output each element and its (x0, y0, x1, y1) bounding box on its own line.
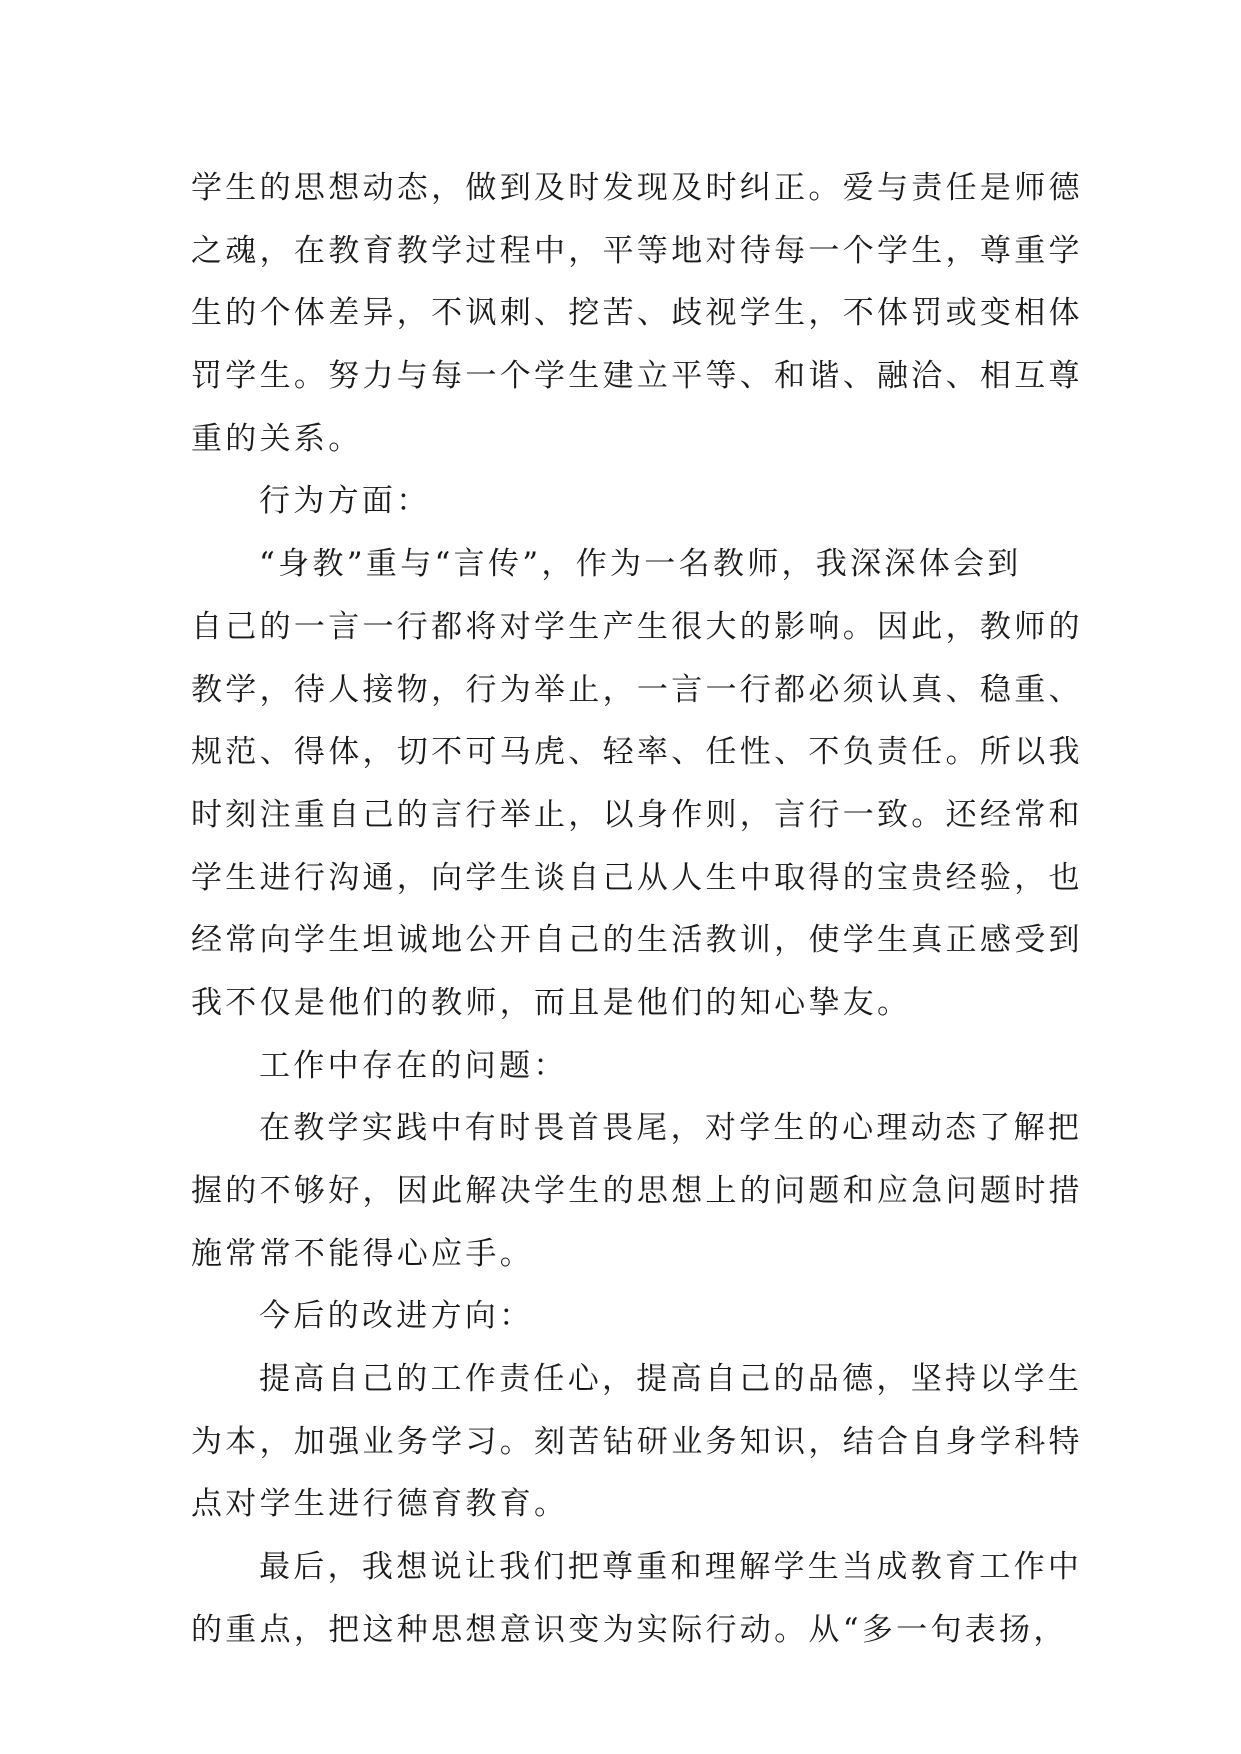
text-line: 罚学生。努力与每一个学生建立平等、和谐、融洽、相互尊 (191, 358, 1083, 395)
text-line: 握的不够好，因此解决学生的思想上的问题和应急问题时措 (191, 1173, 1083, 1209)
text-line: 自己的一言一行都将对学生产生很大的影响。因此，教师的 (191, 608, 1083, 645)
text-line: 之魂，在教育教学过程中，平等地对待每一个学生，尊重学 (191, 232, 1083, 269)
text-line: 在教学实践中有时畏首畏尾，对学生的心理动态了解把 (259, 1110, 1083, 1147)
text-line: 提高自己的工作责任心，提高自己的品德，坚持以学生 (259, 1361, 1083, 1398)
text-line: 生的个体差异，不讽刺、挖苦、歧视学生，不体罚或变相体 (191, 295, 1083, 332)
text-line: 教学，待人接物，行为举止，一言一行都必须认真、稳重、 (191, 671, 1083, 708)
text-line: 施常常不能得心应手。 (191, 1235, 534, 1272)
text-line: 点对学生进行德育教育。 (191, 1486, 569, 1523)
text-line: 最后，我想说让我们把尊重和理解学生当成教育工作中 (259, 1549, 1083, 1586)
text-line: 的重点，把这种思想意识变为实际行动。从“多一句表扬， (191, 1611, 1068, 1648)
text-line: 为本，加强业务学习。刻苦钻研业务知识，结合自身学科特 (191, 1423, 1083, 1460)
text-line: 经常向学生坦诚地公开自己的生活教训，使学生真正感受到 (191, 922, 1083, 959)
text-line: 学生进行沟通，向学生谈自己从人生中取得的宝贵经验，也 (191, 859, 1083, 896)
document-body (191, 157, 1083, 1662)
text-line: 重的关系。 (191, 420, 363, 457)
text-line: 学生的思想动态，做到及时发现及时纠正。爱与责任是师德 (191, 170, 1083, 206)
text-line: 我不仅是他们的教师，而且是他们的知心挚友。 (191, 984, 912, 1021)
section-heading-improvement: 今后的改进方向： (259, 1298, 534, 1335)
text-line: 规范、得体，切不可马虎、轻率、任性、不负责任。所以我 (191, 734, 1083, 771)
text-line: 时刻注重自己的言行举止，以身作则，言行一致。还经常和 (191, 796, 1083, 833)
text-line: “身教”重与“言传”，作为一名教师，我深深体会到 (259, 546, 1022, 583)
section-heading-problems: 工作中存在的问题： (259, 1047, 568, 1084)
section-heading-behavior: 行为方面： (259, 483, 431, 520)
